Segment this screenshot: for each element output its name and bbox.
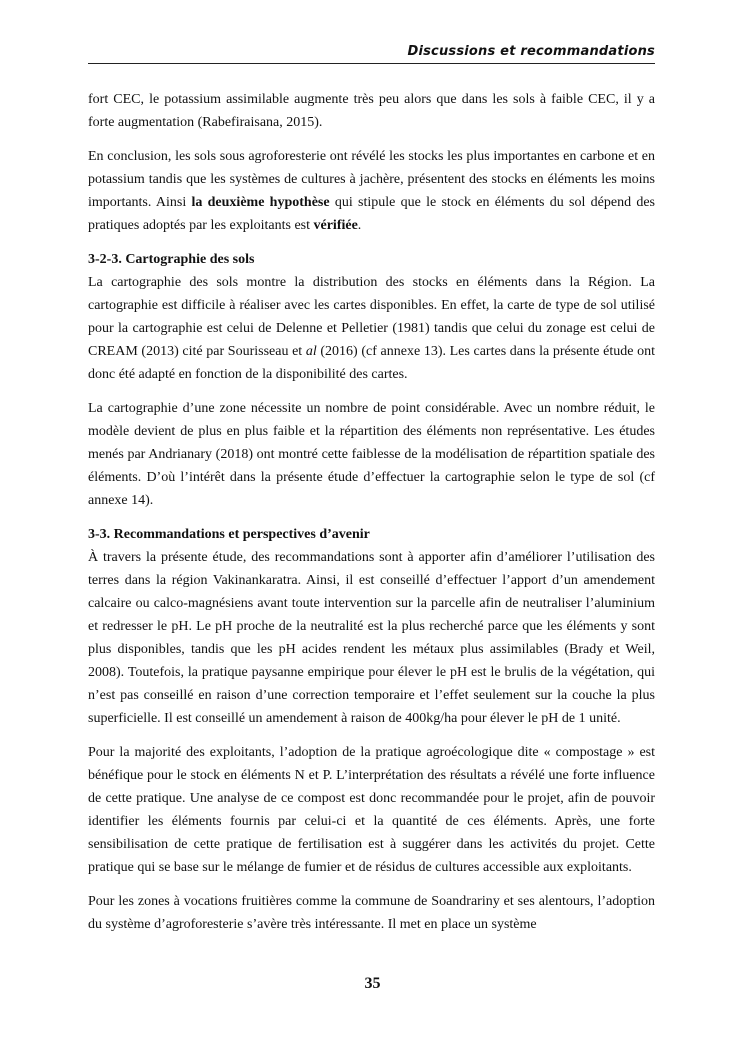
paragraph-recommandations-3: Pour les zones à vocations fruitières comme la commune de Soandrariny et ses alentours, l’adoption du système d’agroforesterie s’avère très intéressante. Il met en place un système: [88, 894, 655, 932]
paragraph-cec: fort CEC, le potassium assimilable augmente très peu alors que dans les sols à faible CEC, il y a forte augmentation (Rabefiraisana, 2015).: [88, 92, 655, 130]
paragraph-conclusion: [88, 145, 655, 237]
conclusion-text-2: qui stipule que le stock en éléments du sol dépend des pratiques adoptés par les exploitants est: [88, 195, 655, 233]
paragraph-recommandations-1: À travers la présente étude, des recommandations sont à apporter afin d’améliorer l’utilisation des terres dans la région Vakinankaratra. Ainsi, il est conseillé d’effectuer l’apport d’un amendement calcaire ou calco-magnésiens avant toute intervention sur la parcelle afin de neutraliser l’aluminium et redresser le pH. Le pH proche de la neutralité est la plus recherché parce que les éléments y sont plus disponibles, tandis que les pH acides rendent les métaux plus assimilables (Brady et Weil, 2008). Toutefois, la pratique paysanne empirique pour élever le pH est le brulis de la végétation, qui n’est pas conseillé en raison d’une correction temporaire et l’effet seulement sur la couche la plus superficielle. Il est conseillé un amendement à raison de 400kg/ha pour élever le pH de 1 unité.: [88, 550, 655, 726]
cartographie-al: al: [305, 344, 317, 359]
cartographie-text-1: La cartographie des sols montre la distribution des stocks en éléments dans la Région. La cartographie est difficile à réaliser avec les cartes disponibles. En effet, la carte de type de sol utilisé pour la cartographie est celui de Delenne et Pelletier (1981) tandis que celui du zonage est celui de CREAM (2013) cité par Sourisseau et: [88, 275, 655, 359]
paragraph-recommandations-2: Pour la majorité des exploitants, l’adoption de la pratique agroécologique dite « compostage » est bénéfique pour le stock en éléments N et P. L’interprétation des résultats a révélé une forte influence de cette pratique. Une analyse de ce compost est donc recommandée pour le projet, afin de pouvoir identifier les éléments fournis par celui-ci et la quantité de ces éléments. Après, une forte sensibilisation de cette pratique de fertilisation est à suggérer dans les activités du projet. Cette pratique qui se base sur le mélange de fumier et de résidus de cultures accessible aux exploitants.: [88, 745, 655, 875]
paragraph-cartographie-1: [88, 271, 655, 386]
conclusion-period: .: [357, 218, 362, 233]
paragraph-cartographie-2: La cartographie d’une zone nécessite un nombre de point considérable. Avec un nombre réduit, le modèle devient de plus en plus faible et la répartition des éléments non représentative. Les études menés par Andrianary (2018) ont montré cette faiblesse de la modélisation de répartition spatiale des éléments. D’où l’intérêt dans la présente étude d’effectuer la cartographie selon le type de sol (cf annexe 14).: [88, 401, 655, 508]
running-header: Discussions et recommandations: [407, 44, 655, 59]
heading-cartographie: 3-2-3. Cartographie des sols: [88, 252, 255, 267]
cartographie-text-2: (2016) (cf annexe 13). Les cartes dans la présente étude ont donc été adapté en fonction de la disponibilité des cartes.: [88, 344, 655, 382]
conclusion-hypothesis: la deuxième hypothèse: [191, 195, 330, 210]
conclusion-text-1: En conclusion, les sols sous agroforesterie ont révélé les stocks les plus importantes en carbone et en potassium tandis que les systèmes de cultures à jachère, présentent des stocks en éléments les moins importants. Ainsi: [88, 149, 655, 210]
document-body: [88, 88, 655, 947]
page-number: 35: [364, 975, 381, 992]
header-rule: [88, 63, 655, 64]
conclusion-verified: vérifiée: [313, 218, 358, 233]
heading-recommandations: 3-3. Recommandations et perspectives d’avenir: [88, 527, 370, 542]
